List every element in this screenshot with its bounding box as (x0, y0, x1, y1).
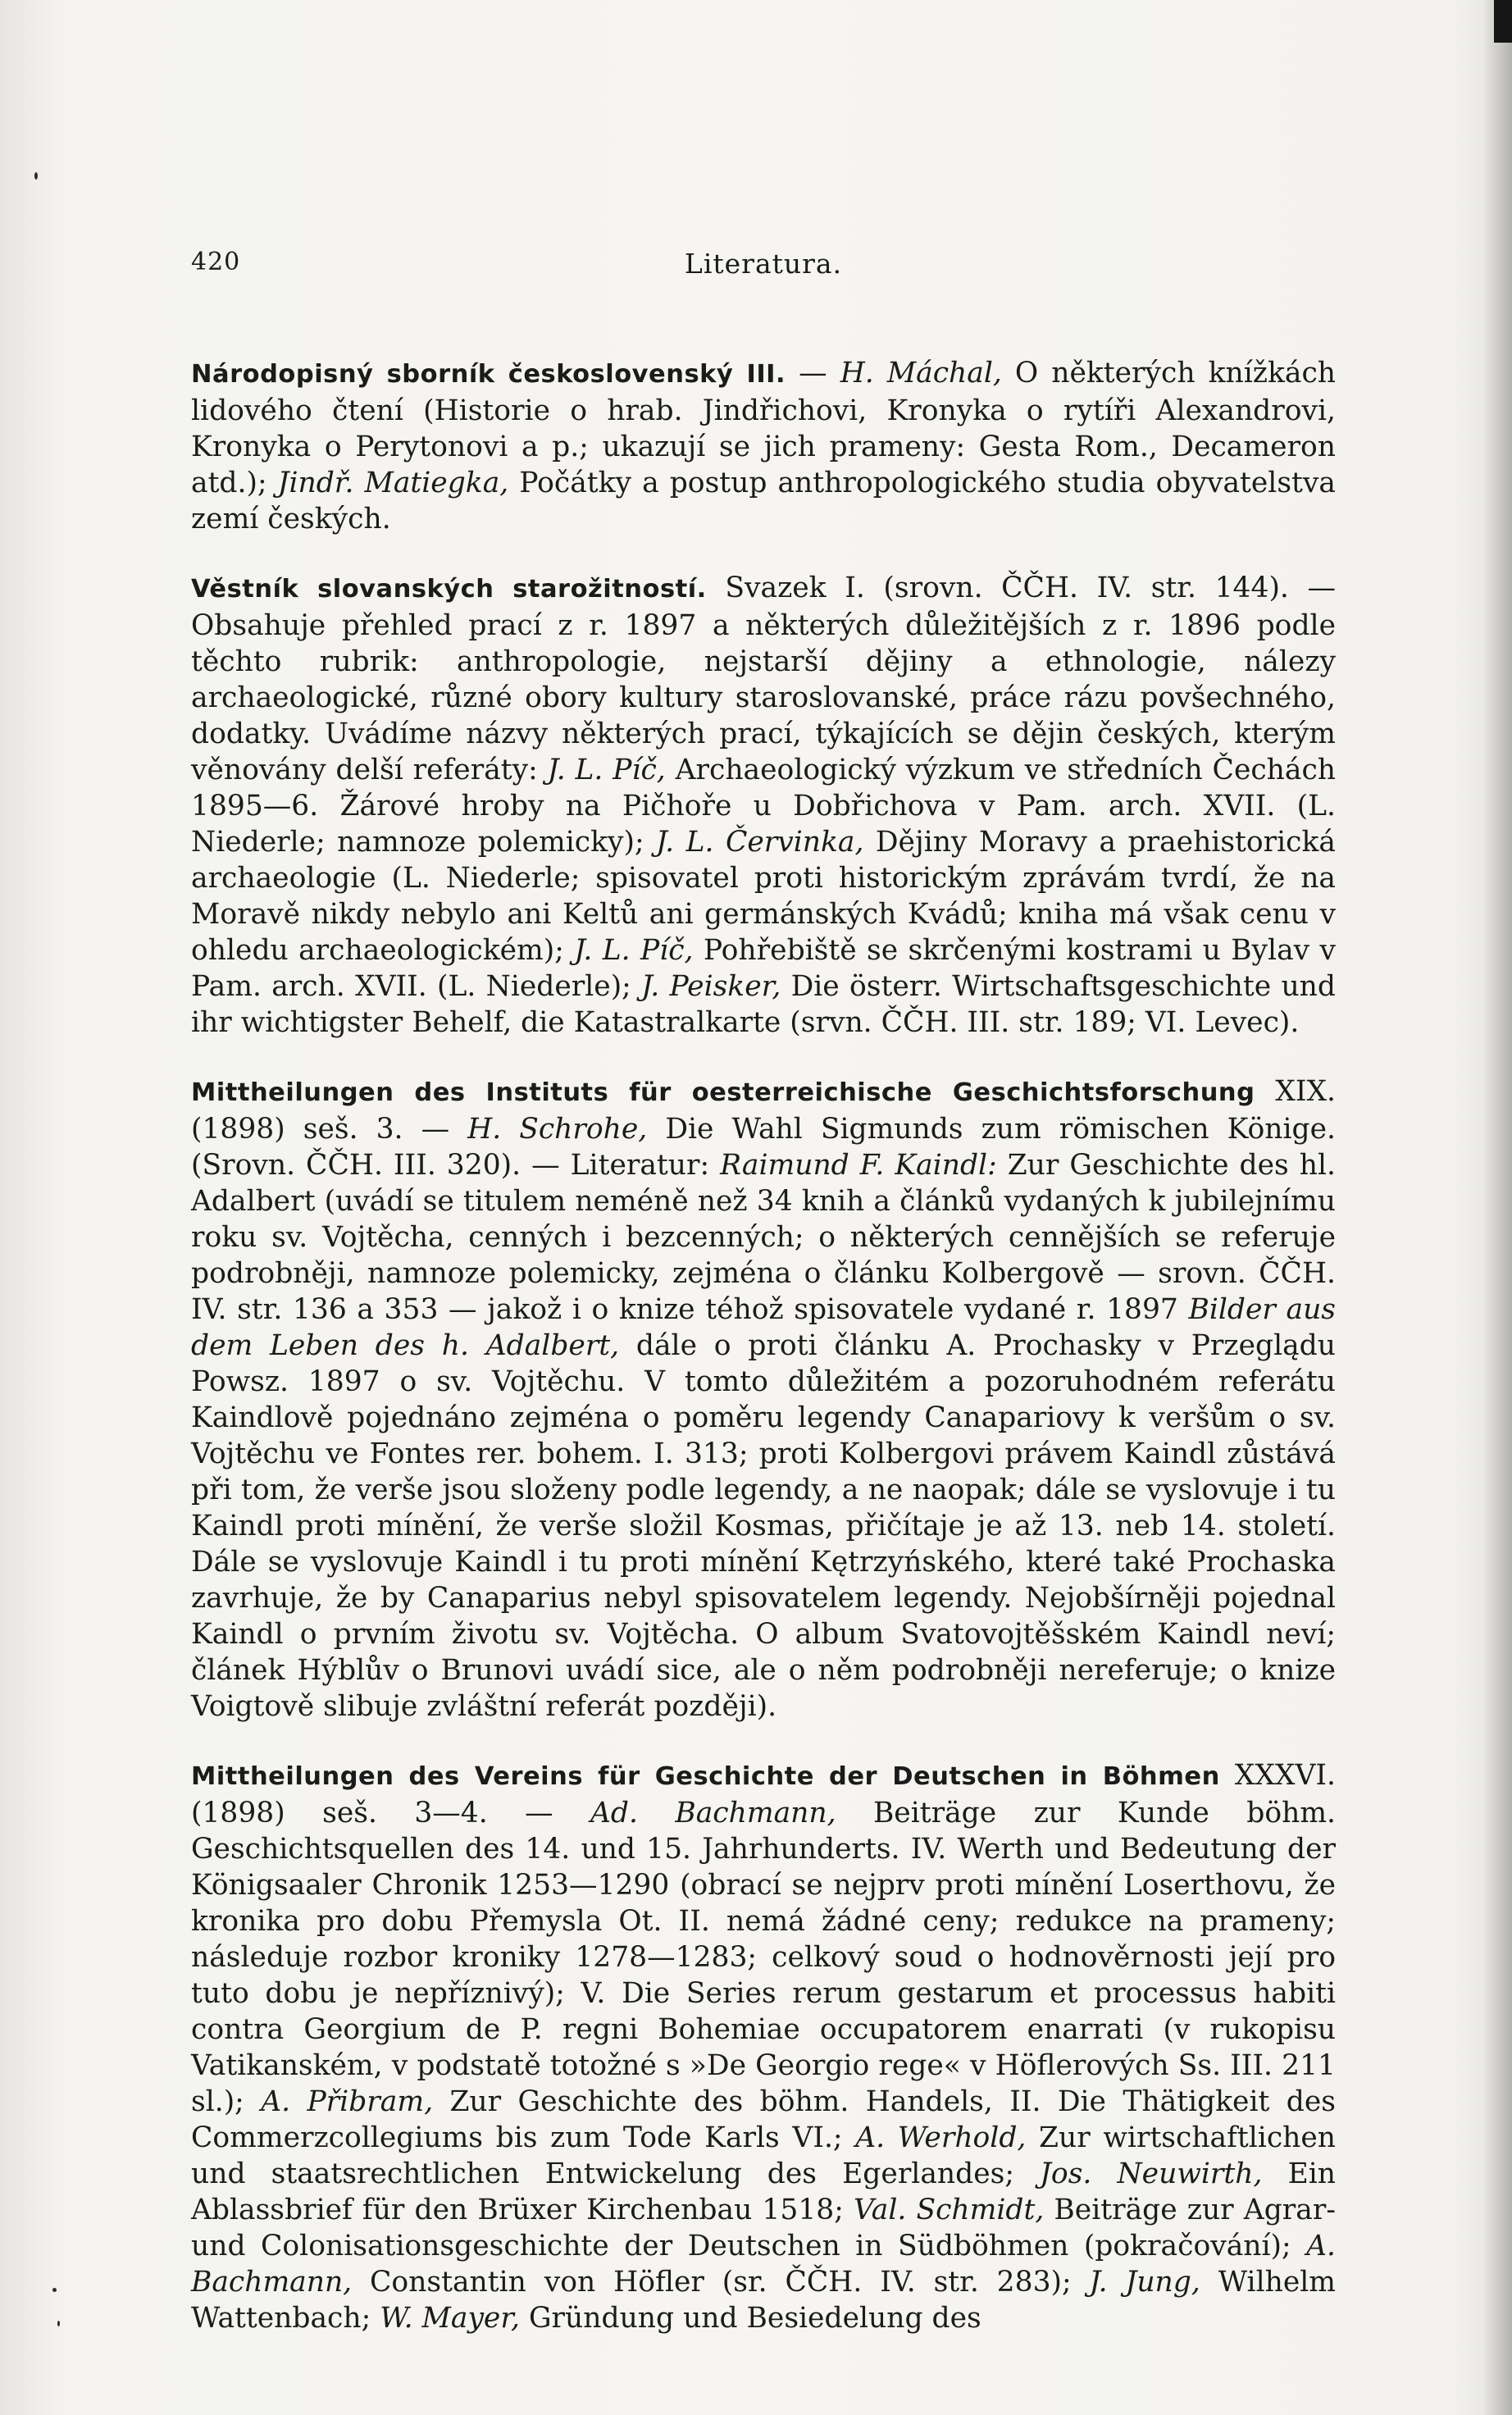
bibliography-entry (191, 570, 1336, 1041)
scan-speck (52, 2288, 57, 2292)
page-edge-shadow (1482, 0, 1512, 2415)
scan-speck (57, 2321, 60, 2326)
author-name: J. Jung, (1089, 2265, 1200, 2299)
entry-text: — (786, 356, 840, 390)
author-name: A. Přibram, (261, 2085, 434, 2118)
entry-text: Archaeologický výzkum ve středních Čechách 1895—6. Žárové hroby na Pičhoře u Dobřichova v Pam. arch. XVII. (L. Niederle; namnoze polemicky); (191, 753, 1337, 859)
entry-heading: Věstník slovanských starožitností. (191, 574, 707, 604)
entry-text: Constantin von Höfler (sr. ČČH. IV. str. 283); (352, 2265, 1090, 2299)
author-name: J. L. Píč, (574, 933, 694, 967)
author-name: J. Peisker, (641, 969, 781, 1003)
page-header (191, 248, 1336, 284)
bibliography-entries (191, 326, 1336, 2369)
entry-heading: Mittheilungen des Instituts für oesterreichische Geschichtsforschung (191, 1078, 1255, 1107)
entry-text: Beiträge zur Agrar- und Colonisationsgeschichte der Deutschen in Südböhmen (pokračování); (191, 2193, 1337, 2262)
entry-text: XXXVI. (1898) seš. 3—4. — (191, 1758, 1336, 1829)
entry-text: Gründung und Besiedelung des (520, 2301, 981, 2335)
author-name: Jos. Neuwirth, (1040, 2157, 1263, 2190)
entry-text: O některých knížkách lidového čtení (Historie o hrab. Jindřichovi, Kronyka o rytíři Alexandrovi, Kronyka o Perytonovi a p.; ukazují se jich prameny: Gesta Rom., Decameron atd.); (191, 356, 1336, 499)
entry-heading: Mittheilungen des Vereins für Geschichte der Deutschen in Böhmen (191, 1761, 1220, 1791)
entry-text: Pohřebiště se skrčenými kostrami u Bylav v Pam. arch. XVII. (L. Niederle); (191, 933, 1336, 1003)
entry-text: Svazek I. (srovn. ČČH. IV. str. 144). — Obsahuje přehled prací z r. 1897 a některých důležitějších z r. 1896 podle těchto rubrik: anthropologie, nejstarší dějiny a ethnologie, nálezy archaeologické, různé obory kultury staroslovanské, práce rázu povšechného, dodatky. Uvádíme názvy některých prací, týkajících se dějin českých, kterým věnovány delší referáty: (191, 571, 1337, 786)
author-name: A. Werhold, (855, 2121, 1027, 2154)
entry-text: Ein Ablassbrief für den Brüxer Kirchenbau 1518; (191, 2157, 1337, 2226)
entry-text: Die Wahl Sigmunds zum römischen Könige. (Srovn. ČČH. III. 320). — Literatur: (191, 1112, 1337, 1182)
author-name: H. Schrohe, (467, 1112, 648, 1146)
scan-corner-mark (1494, 0, 1512, 43)
entry-heading: Národopisný sborník československý III. (191, 359, 786, 389)
author-name: Raimund F. Kaindl: (720, 1148, 997, 1182)
author-name: J. L. Červinka, (656, 825, 864, 859)
entry-text: Zur wirtschaftlichen und staatsrechtlichen Entwickelung des Egerlandes; (191, 2121, 1337, 2190)
entry-text: Dějiny Moravy a praehistorická archaeologie (L. Niederle; spisovatel proti historickým zprávám tvrdí, že na Moravě nikdy nebylo ani Keltů ani germánských Kvádů; kniha má však cenu v ohledu archaeologickém); (191, 825, 1336, 967)
bibliography-entry (191, 1757, 1336, 2336)
author-name: J. L. Píč, (547, 753, 666, 786)
bibliography-entry (191, 355, 1336, 537)
entry-text: Wilhelm Wattenbach; (191, 2265, 1337, 2335)
entry-text: XIX. (1898) seš. 3. — (191, 1074, 1337, 1146)
author-name: H. Máchal, (840, 356, 1002, 390)
entry-text: Počátky a postup anthropologického studia obyvatelstva zemí českých. (191, 466, 1336, 535)
author-name: Jindř. Matiegka, (277, 466, 509, 499)
scan-speck (34, 172, 38, 180)
entry-text: Zur Geschichte des böhm. Handels, II. Die Thätigkeit des Commerzcollegiums bis zum Tode Karls VI.; (191, 2085, 1336, 2154)
running-title: Literatura. (684, 248, 843, 280)
author-name: Ad. Bachmann, (590, 1796, 836, 1829)
page-number: 420 (191, 248, 241, 276)
author-name: A. Bachmann, (191, 2229, 1336, 2299)
entry-text: dále o proti článku A. Prochasky v Przeglądu Powsz. 1897 o sv. Vojtěchu. V tomto důležitém a pozoruhodném referátu Kaindlově pojednáno zejména o poměru legendy Canapariovy k veršům o sv. Vojtěchu ve Fontes rer. bohem. I. 313; proti Kolbergovi právem Kaindl zůstává při tom, že verše jsou složeny podle legendy, a ne naopak; dále se vyslovuje i tu Kaindl proti mínění, že verše složil Kosmas, přičítaje je až 13. neb 14. století. Dále se vyslovuje Kaindl i tu proti mínění Kętrzyńského, které také Prochaska zavrhuje, že by Canaparius nebyl spisovatelem legendy. Nejobšírněji pojednal Kaindl o prvním životu sv. Vojtěcha. O album Svatovojtěšském Kaindl neví; článek Hýblův o Brunovi uvádí sice, ale o něm podrobněji nereferuje; o knize Voigtově slibuje zvláštní referát později). (191, 1328, 1336, 1723)
bibliography-entry (191, 1073, 1336, 1725)
entry-text: Die österr. Wirtschaftsgeschichte und ihr wichtigster Behelf, die Katastralkarte (srvn. ČČH. III. str. 189; VI. Levec). (191, 969, 1336, 1039)
author-name: W. Mayer, (380, 2301, 521, 2335)
author-name: Val. Schmidt, (854, 2193, 1045, 2226)
entry-text: Zur Geschichte des hl. Adalbert (uvádí se titulem neméně než 34 knih a článků vydaných k jubilejnímu roku sv. Vojtěcha, cenných i bezcenných; o některých cennějších se referuje podrobněji, namnoze polemicky, zejména o článku Kolbergově — srovn. ČČH. IV. str. 136 a 353 — jakož i o knize téhož spisovatele vydané r. 1897 (191, 1148, 1336, 1326)
entry-text: Beiträge zur Kunde böhm. Geschichtsquellen des 14. und 15. Jahrhunderts. IV. Werth und Bedeutung der Königsaaler Chronik 1253—1290 (obrací se nejprv proti mínění Loserthovu, že kronika pro dobu Přemysla Ot. II. nemá žádné ceny; redukce na prameny; následuje rozbor kroniky 1278—1283; celkový soud o hodnověrnosti její pro tuto dobu je nepříznivý); V. Die Series rerum gestarum et processus habiti contra Georgium de P. regni Bohemiae occupatorem enarrati (v rukopisu Vatikanském, v podstatě totožné s »De Georgio rege« v Höflerových Ss. III. 211 sl.); (191, 1796, 1337, 2118)
work-title: Bilder aus dem Leben des h. Adalbert, (191, 1292, 1337, 1362)
